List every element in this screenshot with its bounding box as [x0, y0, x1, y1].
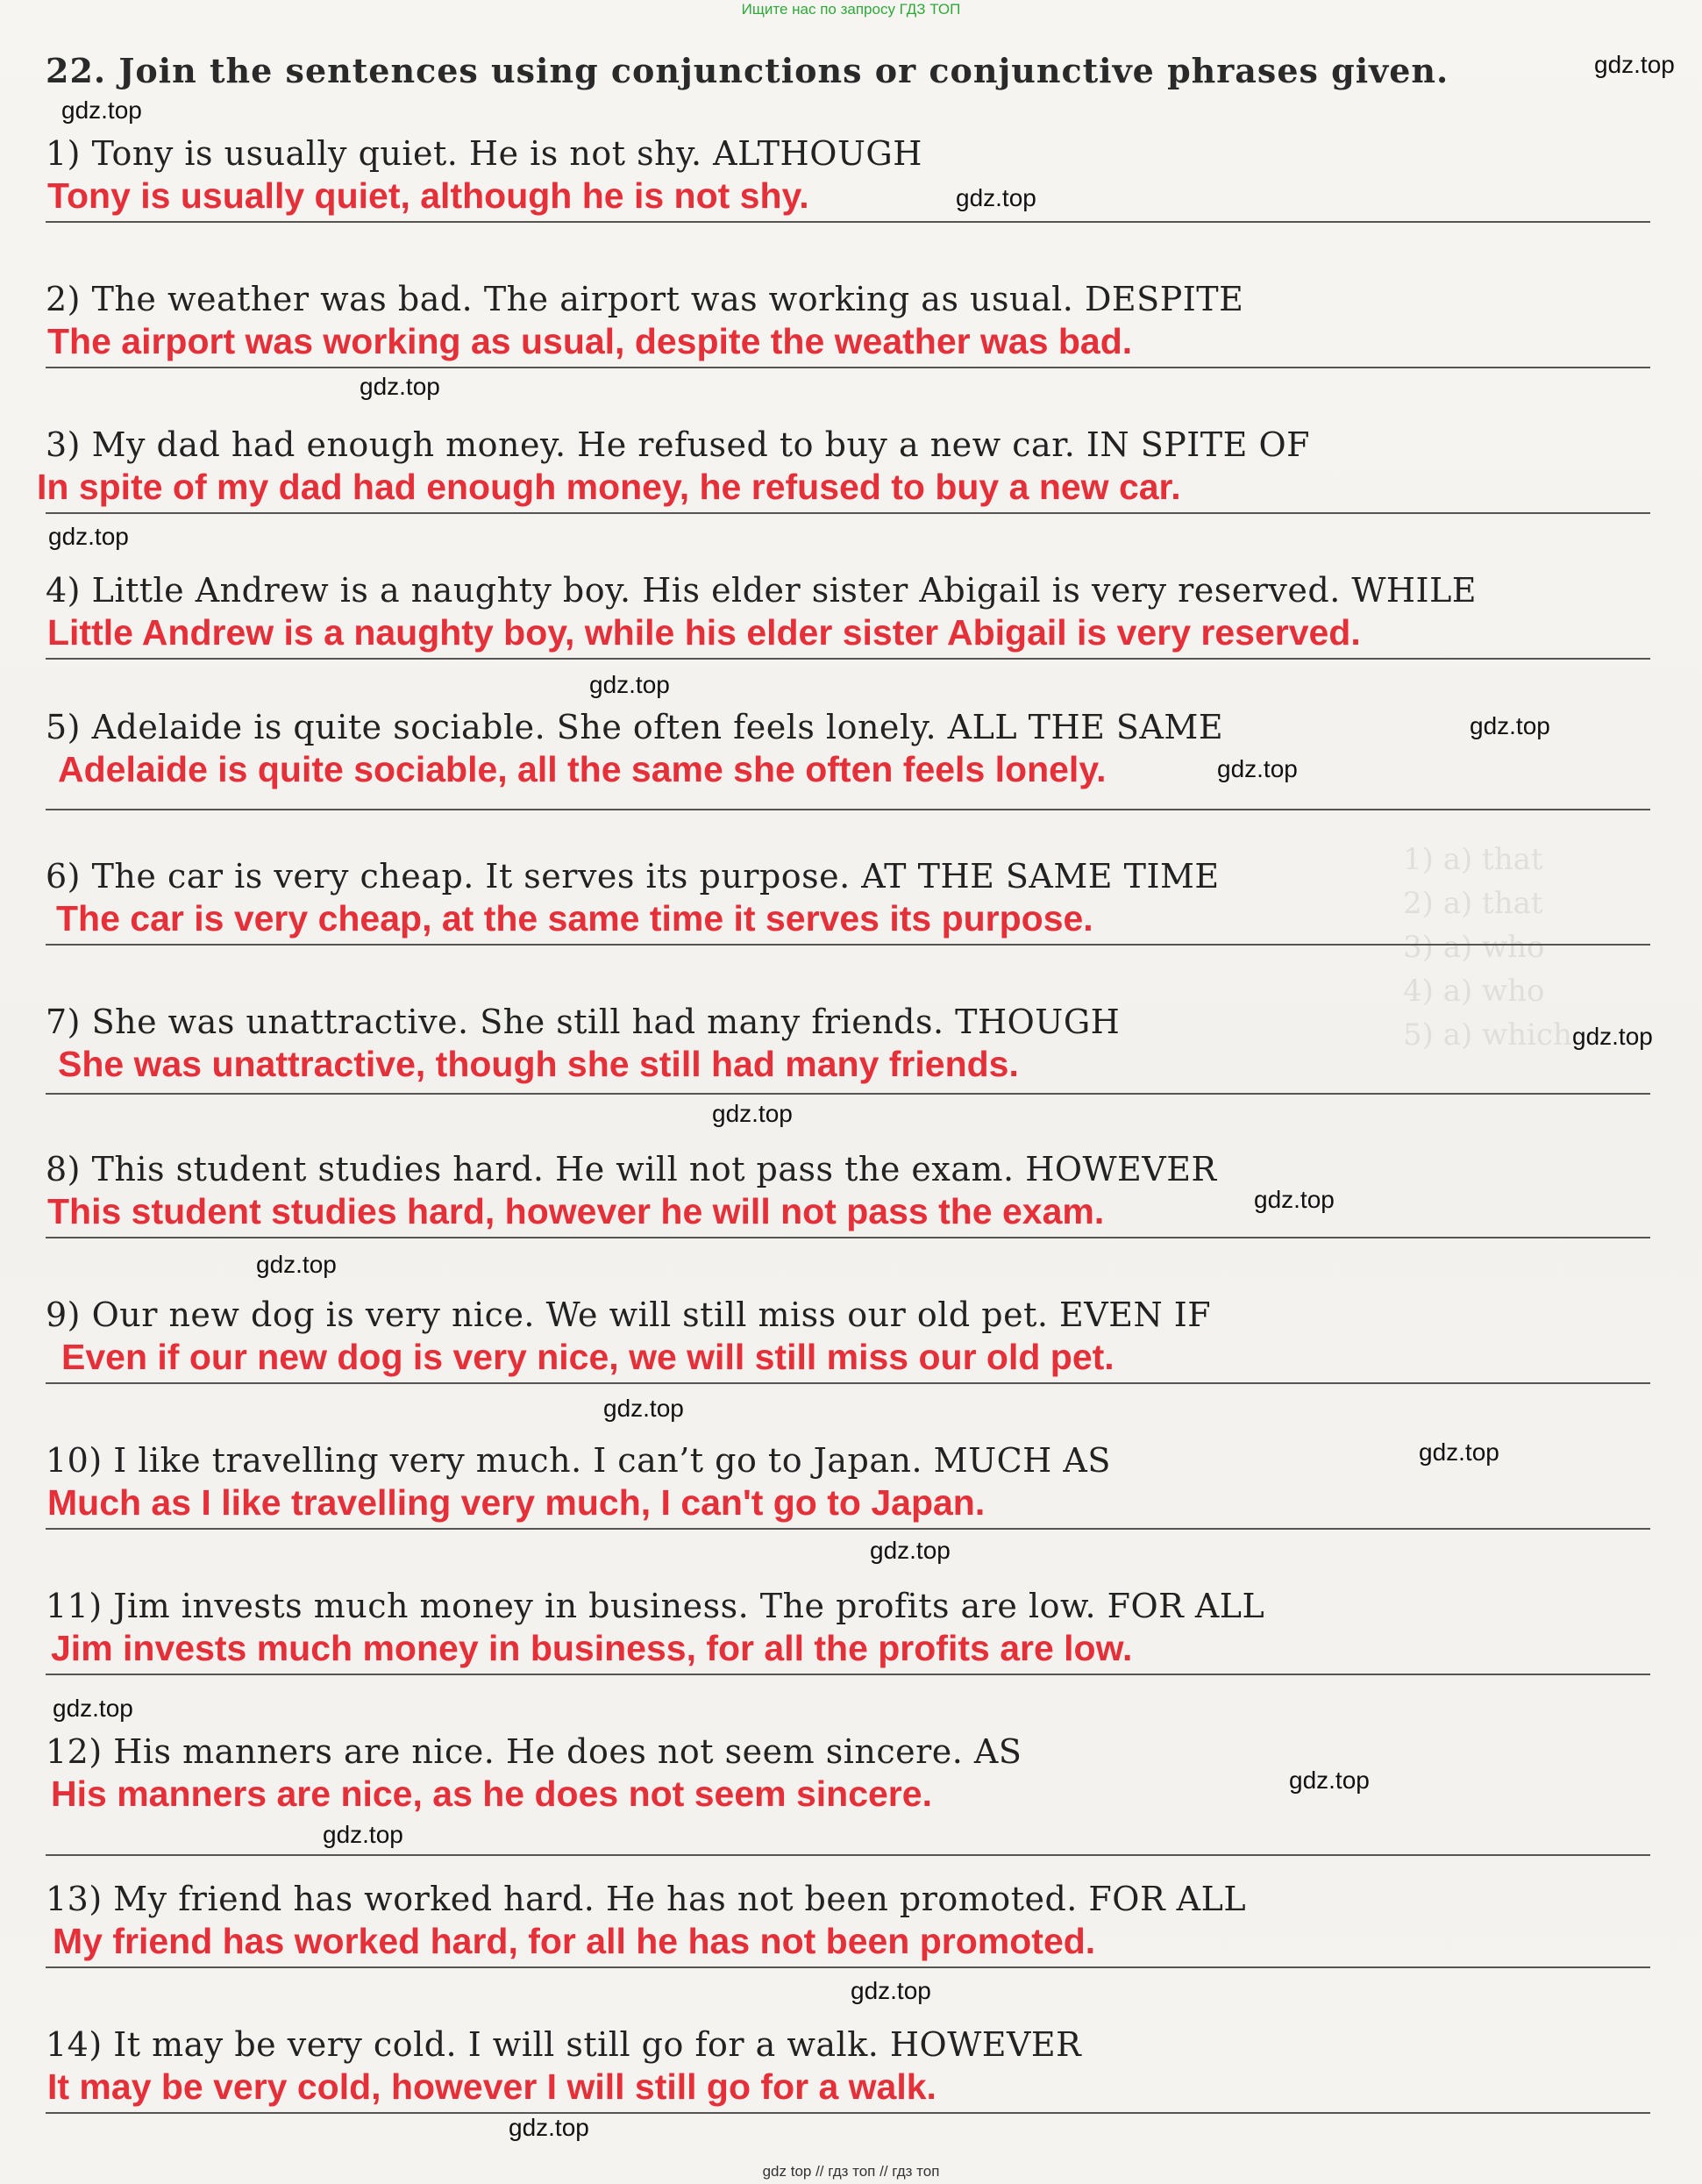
- watermark: gdz.top: [61, 96, 142, 124]
- question-text: 9) Our new dog is very nice. We will still miss our old pet. EVEN IF: [46, 1295, 1212, 1334]
- answer-line: [46, 367, 1650, 368]
- exercise-item: [46, 1440, 1650, 1530]
- question-text: 1) Tony is usually quiet. He is not shy. ALTHOUGH: [46, 134, 922, 173]
- exercise-heading: 22. Join the sentences using conjunctions or conjunctive phrases given.: [46, 51, 1449, 90]
- answer-line: [46, 221, 1650, 223]
- exercise-item: [46, 856, 1650, 946]
- answer-text: The car is very cheap, at the same time it serves its purpose.: [56, 898, 1093, 939]
- question-text: 12) His manners are nice. He does not seem sincere. AS: [46, 1732, 1022, 1771]
- watermark: gdz.top: [589, 671, 670, 698]
- question-text: 7) She was unattractive. She still had many friends. THOUGH: [46, 1003, 1121, 1041]
- watermark: gdz.top: [603, 1395, 684, 1422]
- exercise-item: [46, 707, 1650, 810]
- watermark: gdz.top: [1217, 755, 1298, 782]
- answer-line: [46, 809, 1650, 810]
- exercise-item: [46, 279, 1650, 368]
- answer-line: [46, 1382, 1650, 1384]
- watermark: gdz.top: [712, 1100, 793, 1127]
- answer-text: My friend has worked hard, for all he has not been promoted.: [53, 1921, 1096, 1961]
- watermark: gdz.top: [256, 1251, 337, 1278]
- watermark: gdz.top: [360, 373, 440, 400]
- exercise-item: [46, 1879, 1650, 1968]
- watermark: gdz.top: [1289, 1766, 1370, 1794]
- answer-text: The airport was working as usual, despite the weather was bad.: [47, 321, 1133, 361]
- search-banner[interactable]: Ищите нас по запросу ГДЗ ТОП: [741, 1, 961, 18]
- footer-banner: gdz top // гдз топ // гдз топ: [762, 2163, 940, 2180]
- answer-line: [46, 1528, 1650, 1530]
- exercise-item: [46, 570, 1650, 660]
- exercise-item: [46, 2024, 1650, 2114]
- watermark: gdz.top: [956, 184, 1036, 211]
- watermark: gdz.top: [1572, 1023, 1653, 1050]
- answer-line: [46, 1854, 1650, 1856]
- watermark: gdz.top: [323, 1821, 403, 1848]
- show-through-text: 5) a) which: [1403, 1017, 1572, 1053]
- answer-text: Much as I like travelling very much, I can't go to Japan.: [47, 1482, 986, 1523]
- watermark: gdz.top: [509, 2114, 589, 2141]
- question-text: 14) It may be very cold. I will still go for a walk. HOWEVER: [46, 2025, 1082, 2064]
- answer-line: [46, 1966, 1650, 1968]
- answer-text: Even if our new dog is very nice, we will still miss our old pet.: [61, 1337, 1114, 1377]
- answer-line: [46, 1093, 1650, 1095]
- show-through-text: 1) a) that: [1403, 842, 1543, 877]
- answer-line: [46, 944, 1650, 946]
- answer-text: It may be very cold, however I will still go for a walk.: [47, 2066, 936, 2107]
- question-text: 10) I like travelling very much. I can’t go to Japan. MUCH AS: [46, 1441, 1111, 1480]
- question-text: 11) Jim invests much money in business. The profits are low. FOR ALL: [46, 1587, 1265, 1625]
- answer-text: Little Andrew is a naughty boy, while his elder sister Abigail is very reserved.: [47, 612, 1361, 653]
- watermark: gdz.top: [1594, 51, 1675, 78]
- answer-text: Tony is usually quiet, although he is not shy.: [47, 175, 809, 216]
- watermark: gdz.top: [870, 1537, 951, 1564]
- question-text: 3) My dad had enough money. He refused to buy a new car. IN SPITE OF: [46, 425, 1310, 464]
- answer-line: [46, 512, 1650, 514]
- question-text: 2) The weather was bad. The airport was working as usual. DESPITE: [46, 280, 1244, 318]
- watermark: gdz.top: [851, 1977, 931, 2004]
- exercise-item: [37, 425, 1650, 514]
- question-text: 4) Little Andrew is a naughty boy. His elder sister Abigail is very reserved. WHILE: [46, 571, 1478, 610]
- answer-line: [46, 1237, 1650, 1238]
- exercise-item: [46, 1586, 1650, 1675]
- answer-line: [46, 658, 1650, 660]
- answer-line: [46, 2112, 1650, 2114]
- question-text: 6) The car is very cheap. It serves its purpose. AT THE SAME TIME: [46, 857, 1220, 896]
- exercise-item: [46, 1731, 1650, 1856]
- exercise-item: [46, 133, 1650, 223]
- exercise-item: [46, 1295, 1650, 1384]
- answer-text: This student studies hard, however he will not pass the exam.: [47, 1191, 1105, 1231]
- question-text: 13) My friend has worked hard. He has not been promoted. FOR ALL: [46, 1880, 1247, 1918]
- watermark: gdz.top: [1470, 712, 1550, 739]
- exercise-item: [46, 1002, 1650, 1095]
- answer-text: In spite of my dad had enough money, he refused to buy a new car.: [37, 467, 1181, 507]
- answer-text: His manners are nice, as he does not seem sincere.: [51, 1774, 932, 1814]
- watermark: gdz.top: [1254, 1186, 1335, 1213]
- show-through-text: 2) a) that: [1403, 886, 1543, 921]
- show-through-text: 3) a) who: [1403, 930, 1545, 965]
- question-text: 5) Adelaide is quite sociable. She often feels lonely. ALL THE SAME: [46, 708, 1224, 746]
- watermark: gdz.top: [53, 1695, 133, 1722]
- show-through-text: 4) a) who: [1403, 974, 1545, 1009]
- answer-text: Jim invests much money in business, for all the profits are low.: [51, 1628, 1133, 1668]
- answer-text: Adelaide is quite sociable, all the same she often feels lonely.: [58, 749, 1107, 789]
- question-text: 8) This student studies hard. He will not pass the exam. HOWEVER: [46, 1150, 1217, 1188]
- answer-text: She was unattractive, though she still had many friends.: [58, 1044, 1019, 1084]
- exercise-item: [46, 1149, 1650, 1238]
- answer-line: [46, 1674, 1650, 1675]
- watermark: gdz.top: [1419, 1438, 1499, 1466]
- watermark: gdz.top: [48, 523, 129, 550]
